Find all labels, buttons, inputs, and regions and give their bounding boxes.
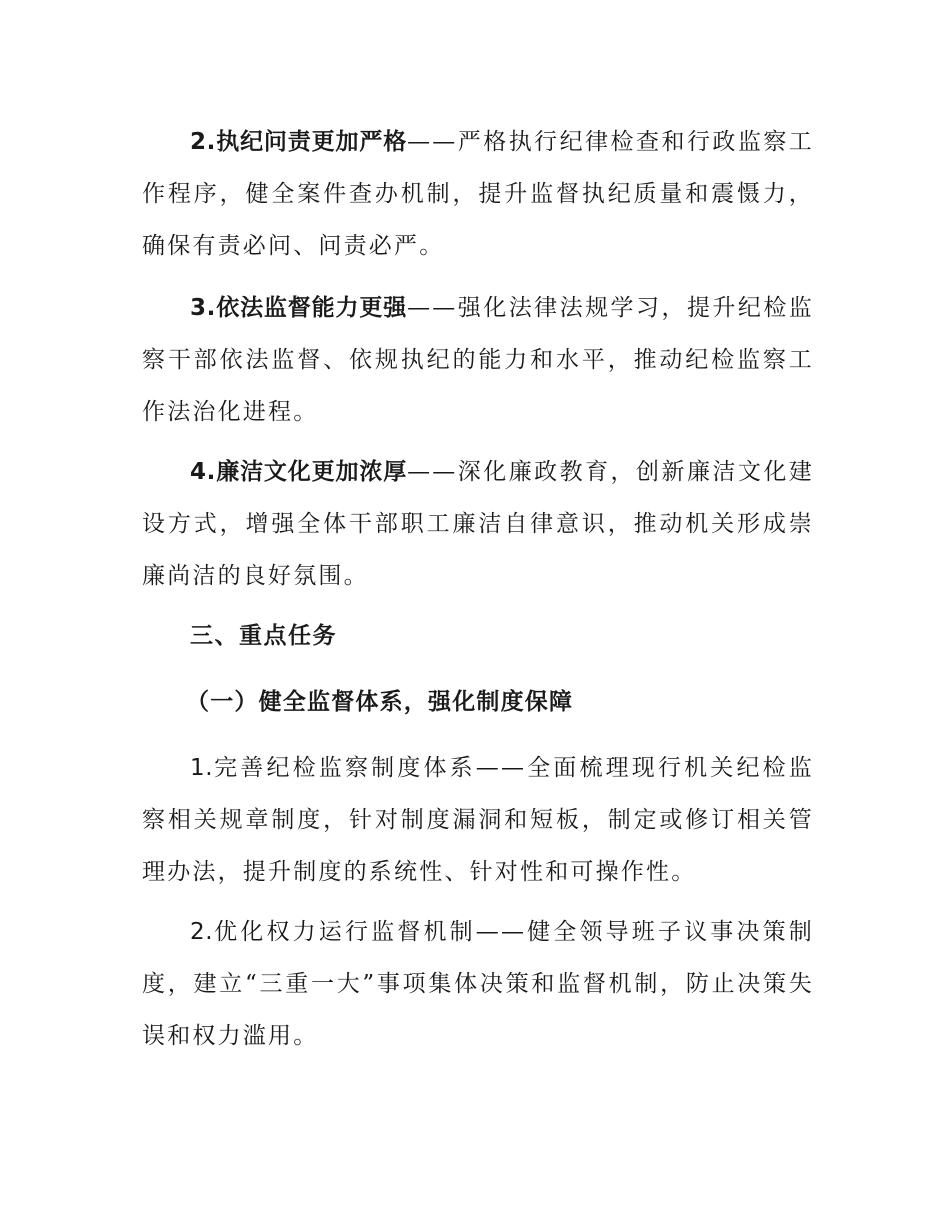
subsection-heading: （一）健全监督体系，强化制度保障: [186, 689, 574, 715]
task-paragraph-2: [142, 906, 814, 1062]
goal-paragraph-2-body: ——严格执行纪律检查和行政监察工作程序，健全案件查办机制，提升监督执纪质量和震慑力，确保有责必问、问责必严。: [142, 129, 814, 259]
goal-paragraph-2: [142, 116, 814, 272]
goal-paragraph-4: [142, 446, 814, 602]
goal-paragraph-4-body: ——深化廉政教育，创新廉洁文化建设方式，增强全体干部职工廉洁自律意识，推动机关形成崇廉尚洁的良好氛围。: [142, 459, 814, 589]
section-heading: 三、重点任务: [190, 623, 337, 649]
task-paragraph-1: [142, 742, 814, 898]
task-paragraph-2-number: 2.: [190, 919, 214, 945]
goal-paragraph-3-body: ——强化法律法规学习，提升纪检监察干部依法监督、依规执纪的能力和水平，推动纪检监察工作法治化进程。: [142, 295, 814, 425]
goal-paragraph-2-lead: 2.执纪问责更加严格: [190, 129, 408, 155]
task-paragraph-1-number: 1.: [190, 755, 214, 781]
task-paragraph-1-body: 完善纪检监察制度体系——全面梳理现行机关纪检监察相关规章制度，针对制度漏洞和短板，制定或修订相关管理办法，提升制度的系统性、针对性和可操作性。: [142, 755, 814, 885]
goal-paragraph-3-lead: 3.依法监督能力更强: [190, 295, 408, 321]
goal-paragraph-4-lead: 4.廉洁文化更加浓厚: [190, 459, 408, 485]
task-paragraph-2-body: 优化权力运行监督机制——健全领导班子议事决策制度，建立“三重一大”事项集体决策和监督机制，防止决策失误和权力滥用。: [142, 919, 814, 1049]
goal-paragraph-3: [142, 282, 814, 438]
